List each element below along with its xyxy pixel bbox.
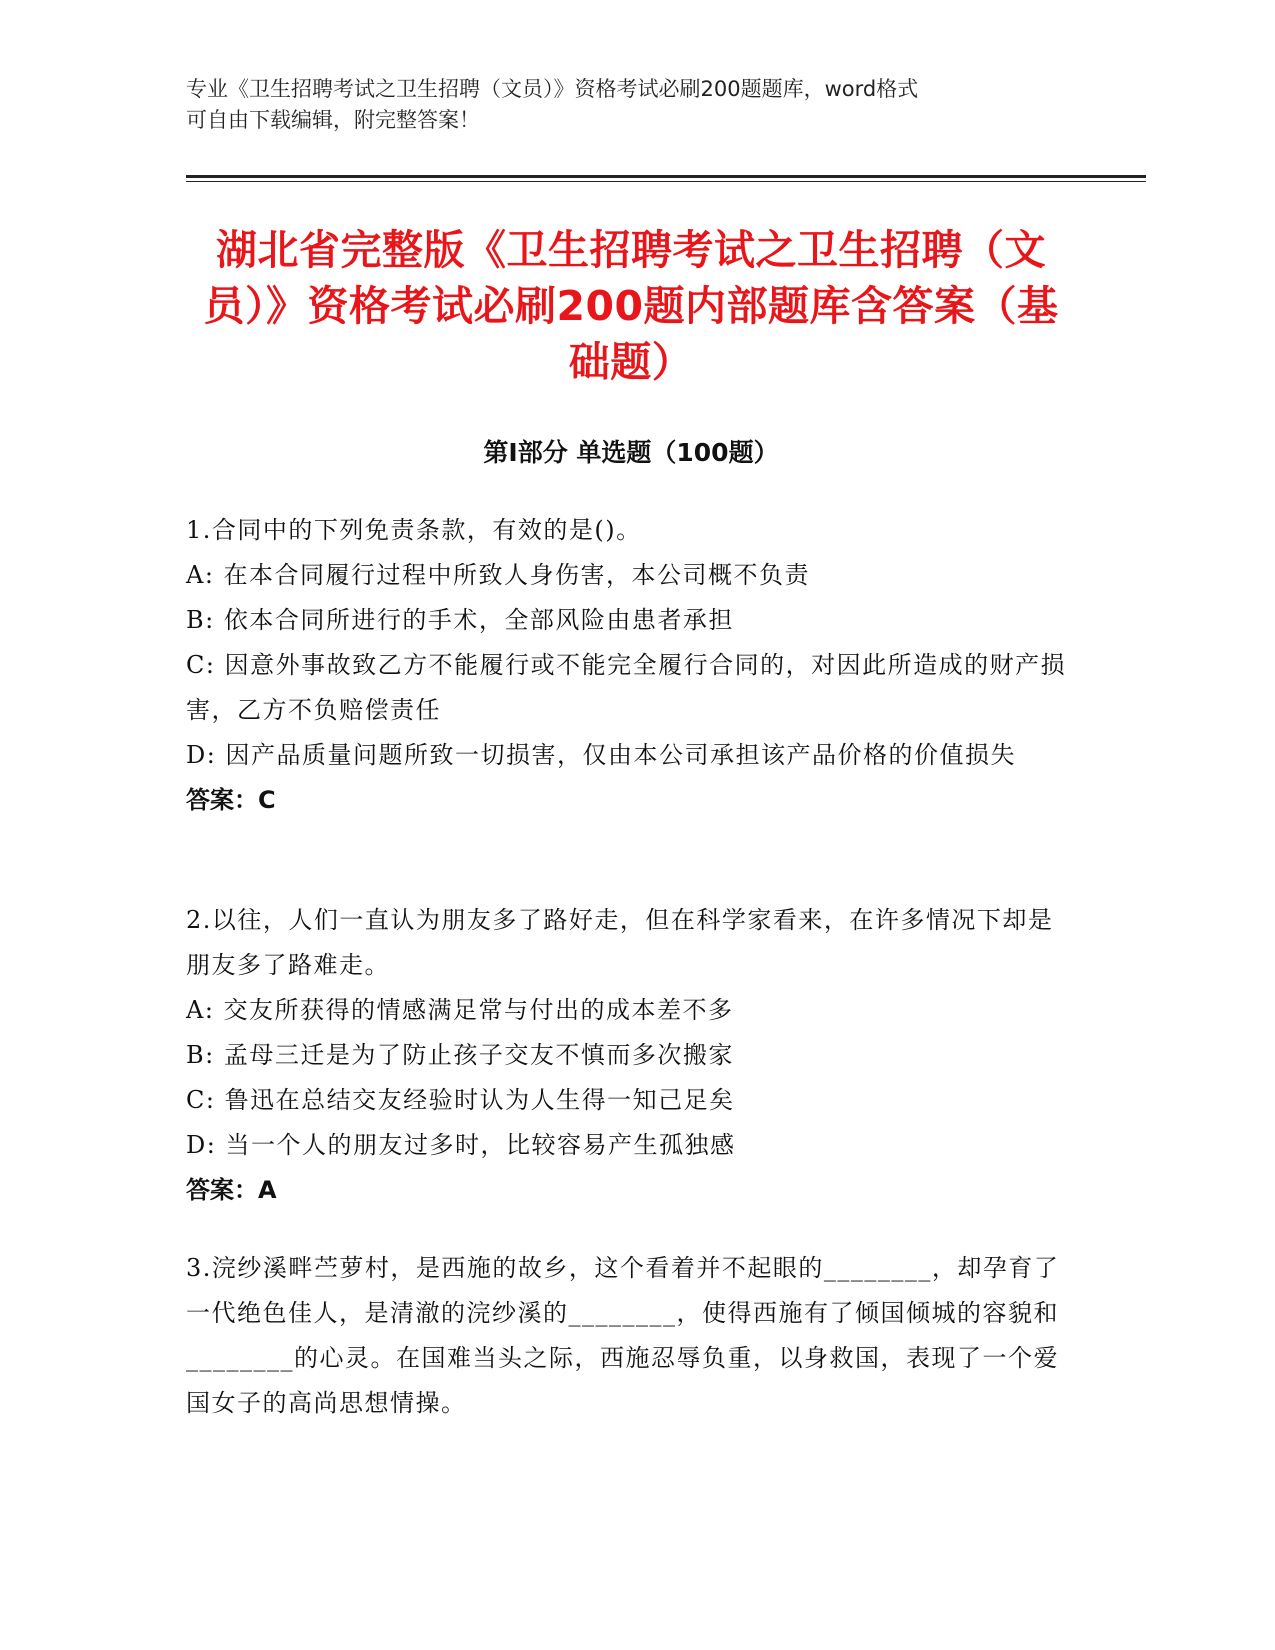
question-stem: 3.浣纱溪畔苎萝村，是西施的故乡，这个看着并不起眼的________，却孕育了一代绝色佳人，是清澈的浣纱溪的________，使得西施有了倾国倾城的容貌和________的心灵。在国难当头之际，西施忍辱负重，以身救国，表现了一个爱国女子的高尚思想情操。 [186, 1254, 1060, 1417]
header-divider-thin [186, 181, 1146, 182]
question-stem: 2.以往，人们一直认为朋友多了路好走，但在科学家看来，在许多情况下却是朋友多了路难走。 [186, 906, 1054, 979]
answer-line: 答案：A [186, 1176, 277, 1204]
option-b: B: 孟母三迁是为了防止孩子交友不慎而多次搬家 [186, 1041, 734, 1069]
question-1 [186, 508, 1076, 823]
option-c: C: 因意外事故致乙方不能履行或不能完全履行合同的，对因此所造成的财产损害，乙方不负赔偿责任 [186, 651, 1067, 724]
question-3 [186, 1246, 1076, 1426]
question-stem: 1.合同中的下列免责条款，有效的是()。 [186, 516, 642, 544]
document-title: 湖北省完整版《卫生招聘考试之卫生招聘（文员）》资格考试必刷200题内部题库含答案（基础题） [203, 226, 1059, 386]
answer-line: 答案：C [186, 786, 276, 814]
option-c: C: 鲁迅在总结交友经验时认为人生得一知己足矣 [186, 1086, 735, 1114]
option-d: D: 因产品质量问题所致一切损害，仅由本公司承担该产品价格的价值损失 [186, 741, 1016, 769]
option-d: D: 当一个人的朋友过多时，比较容易产生孤独感 [186, 1131, 736, 1159]
option-b: B: 依本合同所进行的手术，全部风险由患者承担 [186, 606, 734, 634]
option-a: A: 在本合同履行过程中所致人身伤害，本公司概不负责 [186, 561, 811, 589]
section-heading: 第Ⅰ部分 单选题（100题） [483, 438, 779, 467]
option-a: A: 交友所获得的情感满足常与付出的成本差不多 [186, 996, 734, 1024]
header-divider-thick [186, 175, 1146, 178]
question-2 [186, 898, 1076, 1213]
header-note: 专业《卫生招聘考试之卫生招聘（文员）》资格考试必刷200题题库，word格式 可自由下载编辑，附完整答案！ [186, 77, 919, 132]
